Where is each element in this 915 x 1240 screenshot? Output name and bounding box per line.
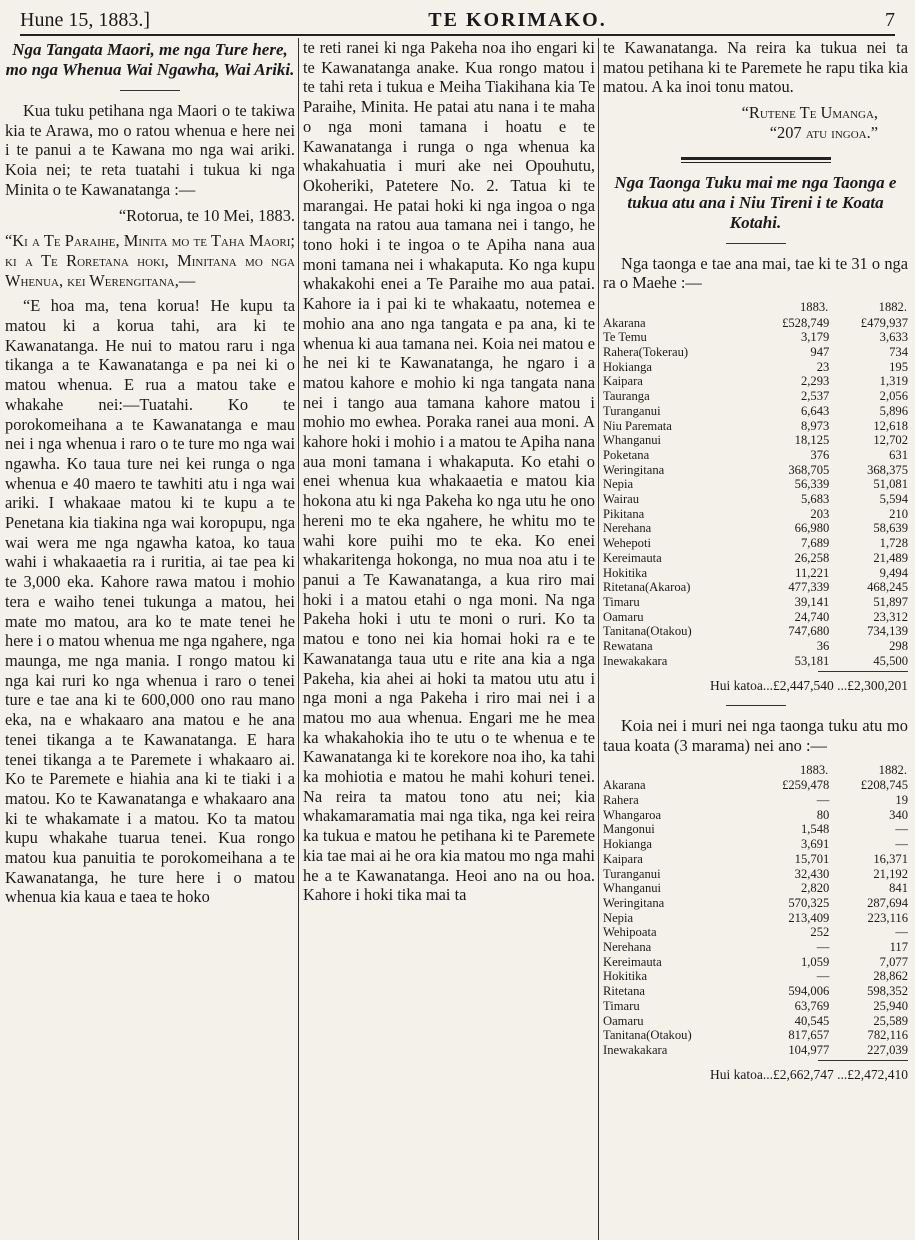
value-cell: 9,494 — [879, 565, 908, 580]
value-cell: 6,643 — [800, 403, 830, 418]
table-row — [603, 477, 908, 492]
value-cell: 747,680 — [788, 624, 830, 639]
value-cell: 28,862 — [873, 969, 908, 984]
letter-continued: te reti ranei ki nga Pakeha noa iho engari ki te Kawanatanga anake. Kua rongo matou i te tahi reta i tukua e Meiha Tiakihana kia Te Paraihe, Minita. He patai atu nana i te maha o nga moni tamana i hoatu e te Kawanatanga i runga o nga whenua ka whakahuatia i muri ake nei Opouhutu, Okoheriki, Patetere No. 2. Tatua ki te marangai. He patai hoki ki nga ingoa o nga tangata na ratou aua tamana nei i tango, he tono hoki i te ingoa o te Apiha nana aua moni tamana nei i whakaputa. Ko nga kupu whakakohi enei a Te Paraihe mo aua patai. Kahore ia i pai ki te whakaatu, notemea e mohio ana ano nga tangata e pa ana, ki te whenua ki aua tamana nei. Koia nei matou e he nei ki te Kawanatanga, he ngaro i a matou kahore e mohio ki nga tangata nana nei i tango aua tamana kahore matou i mohio mo ewhea. Poraka ranei aua moni. A kahore hoki i mohio i a matou te Apiha nana aua moni tamana i whakaputa. Ko etahi o enei whenua kua whakaaetia e matou kia hokona atu ki nga Pakeha ko nga utu he ono hereni mo te eka ngahere, he whitu mo te wahi kore puihi mo te eka. Ko enei whakaritenga hokonga, no mua noa atu i te panui a Te Kawanatanga, a kua riro mai hoki i a matou etahi o nga moni. Na nga Pakeha hoki i utu te moni o ruri. Ko ta matou e tono nei kia homai hoki ra e te Kawanatanga taua utu e rite ana kia a nga Pakeha, kia ahei ai hoki ta matou utu atu i nga moni a nga Pakeha i riro mai nei i a matou mo aua whenua. Engari me he mea ka whakahokia iho te utu o te whenua e te Kawanatanga ki te korekore noa iho, ka tahi ka mohiotia e matou he mahi kohuri tenei. Na reira ta matou tono atu nei; kia whakamaramatia mai nga tika, nga kei reira ka tukua e matou he petihana ki te Paremete kia tae mai ai he ora kia matou mo nga mahi he a te Kawanatanga. Heoi ano na ou hoa. Kahore i hoki tika mai ta — [303, 38, 595, 905]
table-row — [603, 881, 908, 896]
divider — [120, 90, 180, 91]
place-cell: Nepia — [603, 477, 634, 492]
column-2 — [303, 38, 595, 1240]
value-cell: 21,192 — [873, 866, 908, 881]
column-3 — [603, 38, 908, 1240]
value-cell: £208,745 — [860, 778, 908, 793]
column-divider — [598, 38, 599, 1240]
value-cell: 5,594 — [879, 492, 908, 507]
value-cell: 210 — [889, 506, 908, 521]
section-divider — [681, 157, 831, 163]
value-cell: 51,897 — [873, 594, 908, 609]
table-row — [603, 1028, 908, 1043]
table-row — [603, 448, 908, 463]
value-cell: 598,352 — [867, 984, 908, 999]
table-row — [603, 852, 908, 867]
value-cell: 2,537 — [800, 389, 830, 404]
place-cell: Poketana — [603, 447, 650, 462]
place-cell: Whanganui — [603, 881, 662, 896]
place-cell: Timaru — [603, 998, 640, 1013]
table-row — [603, 595, 908, 610]
issue-date: Hune 15, 1883.] — [20, 8, 150, 31]
value-cell: 227,039 — [867, 1042, 908, 1057]
table-row — [603, 1043, 908, 1058]
table-row — [603, 580, 908, 595]
place-cell: Wehipoata — [603, 925, 657, 940]
table-row — [603, 404, 908, 419]
place-cell: Oamaru — [603, 609, 644, 624]
value-cell: 45,500 — [873, 653, 908, 668]
table-row — [603, 940, 908, 955]
value-cell: 11,221 — [795, 565, 830, 580]
table-row — [603, 1014, 908, 1029]
value-cell: 594,006 — [788, 984, 830, 999]
value-cell: 252 — [810, 925, 830, 940]
table-row — [603, 793, 908, 808]
place-cell: Hokitika — [603, 969, 648, 984]
column-divider — [298, 38, 299, 1240]
table-row — [603, 654, 908, 669]
place-cell: Ritetana(Akaroa) — [603, 580, 691, 595]
value-cell: £528,749 — [782, 315, 830, 330]
exports-table — [603, 762, 908, 1058]
place-cell: Wairau — [603, 492, 640, 507]
value-cell: 3,633 — [879, 330, 908, 345]
year-header: 1882. — [878, 299, 907, 314]
page-number: 7 — [885, 8, 895, 31]
value-cell: 817,657 — [788, 1028, 830, 1043]
value-cell: 1,548 — [800, 822, 830, 837]
table-row — [603, 955, 908, 970]
table-row — [603, 345, 908, 360]
place-cell: Nepia — [603, 910, 634, 925]
value-cell: 19 — [895, 793, 908, 808]
imports-total: Hui katoa...£2,447,540 ...£2,300,201 — [710, 677, 908, 693]
imports-table — [603, 299, 908, 669]
value-cell: 287,694 — [867, 895, 908, 910]
value-cell: 213,409 — [788, 910, 830, 925]
value-cell: 841 — [889, 881, 908, 896]
letter-conclusion: te Kawanatanga. Na reira ka tukua nei ta matou petihana ki te Paremete he rapu tika kia matou. A ka inoi tonu matou. — [603, 38, 908, 97]
table-row — [603, 999, 908, 1014]
value-cell: 7,689 — [800, 536, 830, 551]
value-cell: 782,116 — [867, 1028, 908, 1043]
table-row — [603, 521, 908, 536]
value-cell: 18,125 — [794, 433, 830, 448]
value-cell: 3,179 — [800, 330, 830, 345]
value-cell: — — [895, 837, 908, 852]
value-cell: 8,973 — [800, 418, 830, 433]
place-cell: Oamaru — [603, 1013, 644, 1028]
table-row — [603, 536, 908, 551]
value-cell: — — [816, 969, 830, 984]
place-cell: Turanganui — [603, 866, 661, 881]
place-cell: Weringitana — [603, 895, 665, 910]
table-row — [603, 463, 908, 478]
place-cell: Inewakakara — [603, 653, 668, 668]
value-cell: 117 — [889, 940, 908, 955]
letter-body: “E hoa ma, tena korua! He kupu ta matou ki a korua tahi, ara ki te Kawanatanga. He nui to matou raru i nga tikanga a te Kawanatanga e pa nei ki o matou whenua. E rua a matou take e whakahe nei:—Tuatahi. Ko te porokomeihana a te Kawanatanga e mau nei i nga whenua i raro o te ture mo nga wai ngawha. Ko taua ture nei kei runga o nga whenua e 40 maero te tawhiti atu i nga wai ariki. I whakaae matou ki te kupu a te Penetana kia tiakina nga wai koropupu, nga wai wera me nga ngawha katoa, ko taua wahi i whakaaetia ra i ruritia, ai tae pea ki te 3,000 eka. Kahore rawa matou i mohio tera e waiho tenei tukunga a matou, hei mate mo matou, ara ko te mate tenei he here i o matou whenua me nga ngahere, nga maunga, me nga mania. I rongo matou ki nga kai ruri ko nga whenua i raro o tenei ture e tae ana ki te 600,000 ono rau mano eka, na e whakaaro ana matou e he ana tenei tikanga a te Kawanatanga. E hara tenei tikanga a te Paremete i whakaaro ai. Ko te Paremete e hiahia ana ki te tiaki i a matou. Ko te Kawanatanga e whakaaro ana ki te whakamate i a matou. Ko ta matou kupu whakahe tuarua tenei. Kua rongo matou kua panuitia te porokomeihana a te Kawanatanga, he ture here i o matou whenua kia kaua e taea te hoko — [5, 296, 295, 907]
year-header: 1883. — [799, 762, 829, 777]
value-cell: 16,371 — [873, 851, 908, 866]
value-cell: 5,683 — [800, 492, 830, 507]
place-cell: Hokianga — [603, 359, 652, 374]
place-cell: Tauranga — [603, 389, 650, 404]
place-cell: Hokianga — [603, 837, 652, 852]
value-cell: 25,940 — [873, 998, 908, 1013]
value-cell: 36 — [816, 639, 830, 654]
value-cell: 12,618 — [873, 418, 908, 433]
place-cell: Tanitana(Otakou) — [603, 624, 692, 639]
exports-intro: Koia nei i muri nei nga taonga tuku atu mo taua koata (3 marama) nei ano :— — [603, 716, 908, 755]
table-row — [603, 330, 908, 345]
place-cell: Pikitana — [603, 506, 645, 521]
year-header: 1882. — [878, 762, 907, 777]
table-row — [603, 433, 908, 448]
value-cell: 26,258 — [794, 550, 830, 565]
table-row — [603, 610, 908, 625]
article-heading: Nga Tangata Maori, me nga Ture here, mo nga Whenua Wai Ngawha, Wai Ariki. — [5, 40, 295, 79]
table-row — [603, 624, 908, 639]
place-cell: Rahera — [603, 793, 639, 808]
newspaper-title: TE KORIMAKO. — [428, 8, 607, 31]
value-cell: — — [895, 822, 908, 837]
place-cell: Whangaroa — [603, 807, 662, 822]
exports-total: Hui katoa...£2,662,747 ...£2,472,410 — [710, 1066, 908, 1082]
place-cell: Rewatana — [603, 639, 653, 654]
value-cell: 24,740 — [794, 609, 830, 624]
table-row — [603, 984, 908, 999]
value-cell: 40,545 — [794, 1013, 830, 1028]
value-cell: 631 — [889, 447, 908, 462]
place-cell: Hokitika — [603, 565, 648, 580]
letter-dateline: “Rotorua, te 10 Mei, 1883. — [118, 205, 295, 225]
place-cell: Kereimauta — [603, 954, 662, 969]
place-cell: Inewakakara — [603, 1042, 668, 1057]
place-cell: Niu Paremata — [603, 418, 672, 433]
table-row — [603, 374, 908, 389]
value-cell: — — [816, 940, 830, 955]
value-cell: 2,820 — [800, 881, 830, 896]
value-cell: 12,702 — [873, 433, 908, 448]
value-cell: 477,339 — [788, 580, 830, 595]
table-row — [603, 566, 908, 581]
value-cell: 1,319 — [879, 374, 908, 389]
value-cell: 298 — [889, 639, 908, 654]
value-cell: 5,896 — [879, 403, 908, 418]
table-row — [603, 911, 908, 926]
table-row — [603, 551, 908, 566]
value-cell: 195 — [889, 359, 908, 374]
table-row — [603, 419, 908, 434]
value-cell: 468,245 — [867, 580, 908, 595]
letter-address: “Ki a Te Paraihe, Minita mo te Taha Maori; ki a Te Roretana hoki, Minitana mo nga Whenua, kei Werengitana,— — [5, 231, 295, 290]
place-cell: Tanitana(Otakou) — [603, 1028, 692, 1043]
total-rule — [818, 671, 908, 672]
table-row — [603, 507, 908, 522]
table-row — [603, 969, 908, 984]
value-cell: 21,489 — [873, 550, 908, 565]
value-cell: 947 — [810, 345, 830, 360]
value-cell: 80 — [816, 807, 830, 822]
value-cell: 376 — [810, 447, 830, 462]
value-cell: 1,059 — [800, 954, 830, 969]
place-cell: Kaipara — [603, 374, 643, 389]
article-paragraph: Kua tuku petihana nga Maori o te takiwa kia te Arawa, mo o ratou whenua e here nei i te panui a te Kawana mo nga wai ariki. Koia nei; te reta tuatahi i tukua ki nga Minita o te Kawanatanga :— — [5, 101, 295, 199]
value-cell: £479,937 — [860, 315, 908, 330]
value-cell: 2,293 — [800, 374, 830, 389]
value-cell: 340 — [889, 807, 908, 822]
masthead — [20, 6, 895, 36]
table-row — [603, 778, 908, 793]
value-cell: 25,589 — [873, 1013, 908, 1028]
value-cell: 3,691 — [800, 837, 830, 852]
place-cell: Mangonui — [603, 822, 655, 837]
table-row — [603, 808, 908, 823]
table-row — [603, 925, 908, 940]
place-cell: Whanganui — [603, 433, 662, 448]
place-cell: Wehepoti — [603, 536, 651, 551]
place-cell: Kaipara — [603, 851, 643, 866]
signature-count: “207 atu ingoa.” — [769, 122, 878, 142]
table-row — [603, 822, 908, 837]
table-row — [603, 316, 908, 331]
divider — [726, 705, 786, 706]
place-cell: Kereimauta — [603, 550, 662, 565]
value-cell: 51,081 — [873, 477, 908, 492]
place-cell: Akarana — [603, 778, 646, 793]
value-cell: 1,728 — [879, 536, 908, 551]
value-cell: — — [816, 793, 830, 808]
value-cell: 58,639 — [873, 521, 908, 536]
value-cell: 53,181 — [794, 653, 830, 668]
place-cell: Rahera(Tokerau) — [603, 345, 689, 360]
place-cell: Nerehana — [603, 521, 652, 536]
value-cell: 15,701 — [794, 851, 830, 866]
value-cell: — — [895, 925, 908, 940]
place-cell: Timaru — [603, 594, 640, 609]
trade-heading: Nga Taonga Tuku mai me nga Taonga e tukua atu ana i Niu Tireni i te Koata Kotahi. — [614, 172, 897, 232]
place-cell: Te Temu — [603, 330, 647, 345]
value-cell: 7,077 — [879, 954, 908, 969]
value-cell: 23,312 — [873, 609, 908, 624]
imports-intro: Nga taonga e tae ana mai, tae ki te 31 o nga ra o Maehe :— — [603, 253, 908, 293]
value-cell: 23 — [816, 359, 830, 374]
column-1 — [5, 38, 295, 1240]
total-rule — [818, 1060, 908, 1061]
value-cell: 368,375 — [867, 462, 908, 477]
value-cell: 39,141 — [794, 594, 830, 609]
value-cell: 63,769 — [794, 998, 830, 1013]
table-row — [603, 837, 908, 852]
divider — [726, 243, 786, 244]
value-cell: 56,339 — [794, 477, 830, 492]
table-row — [603, 360, 908, 375]
value-cell: 734 — [889, 345, 908, 360]
value-cell: 734,139 — [867, 624, 908, 639]
value-cell: 66,980 — [794, 521, 830, 536]
value-cell: 32,430 — [794, 866, 830, 881]
place-cell: Weringitana — [603, 462, 665, 477]
value-cell: 223,116 — [867, 910, 908, 925]
year-header: 1883. — [799, 299, 829, 314]
table-row — [603, 639, 908, 654]
table-row — [603, 492, 908, 507]
place-cell: Nerehana — [603, 940, 652, 955]
place-cell: Turanganui — [603, 403, 661, 418]
place-cell: Akarana — [603, 315, 646, 330]
value-cell: 104,977 — [788, 1042, 830, 1057]
value-cell: £259,478 — [782, 778, 830, 793]
place-cell: Ritetana — [603, 984, 645, 999]
signature-name: “Rutene Te Umanga, — [741, 103, 878, 123]
table-row — [603, 867, 908, 882]
value-cell: 570,325 — [788, 895, 830, 910]
value-cell: 203 — [810, 506, 830, 521]
value-cell: 2,056 — [879, 389, 908, 404]
table-row — [603, 389, 908, 404]
value-cell: 368,705 — [788, 462, 830, 477]
table-row — [603, 896, 908, 911]
